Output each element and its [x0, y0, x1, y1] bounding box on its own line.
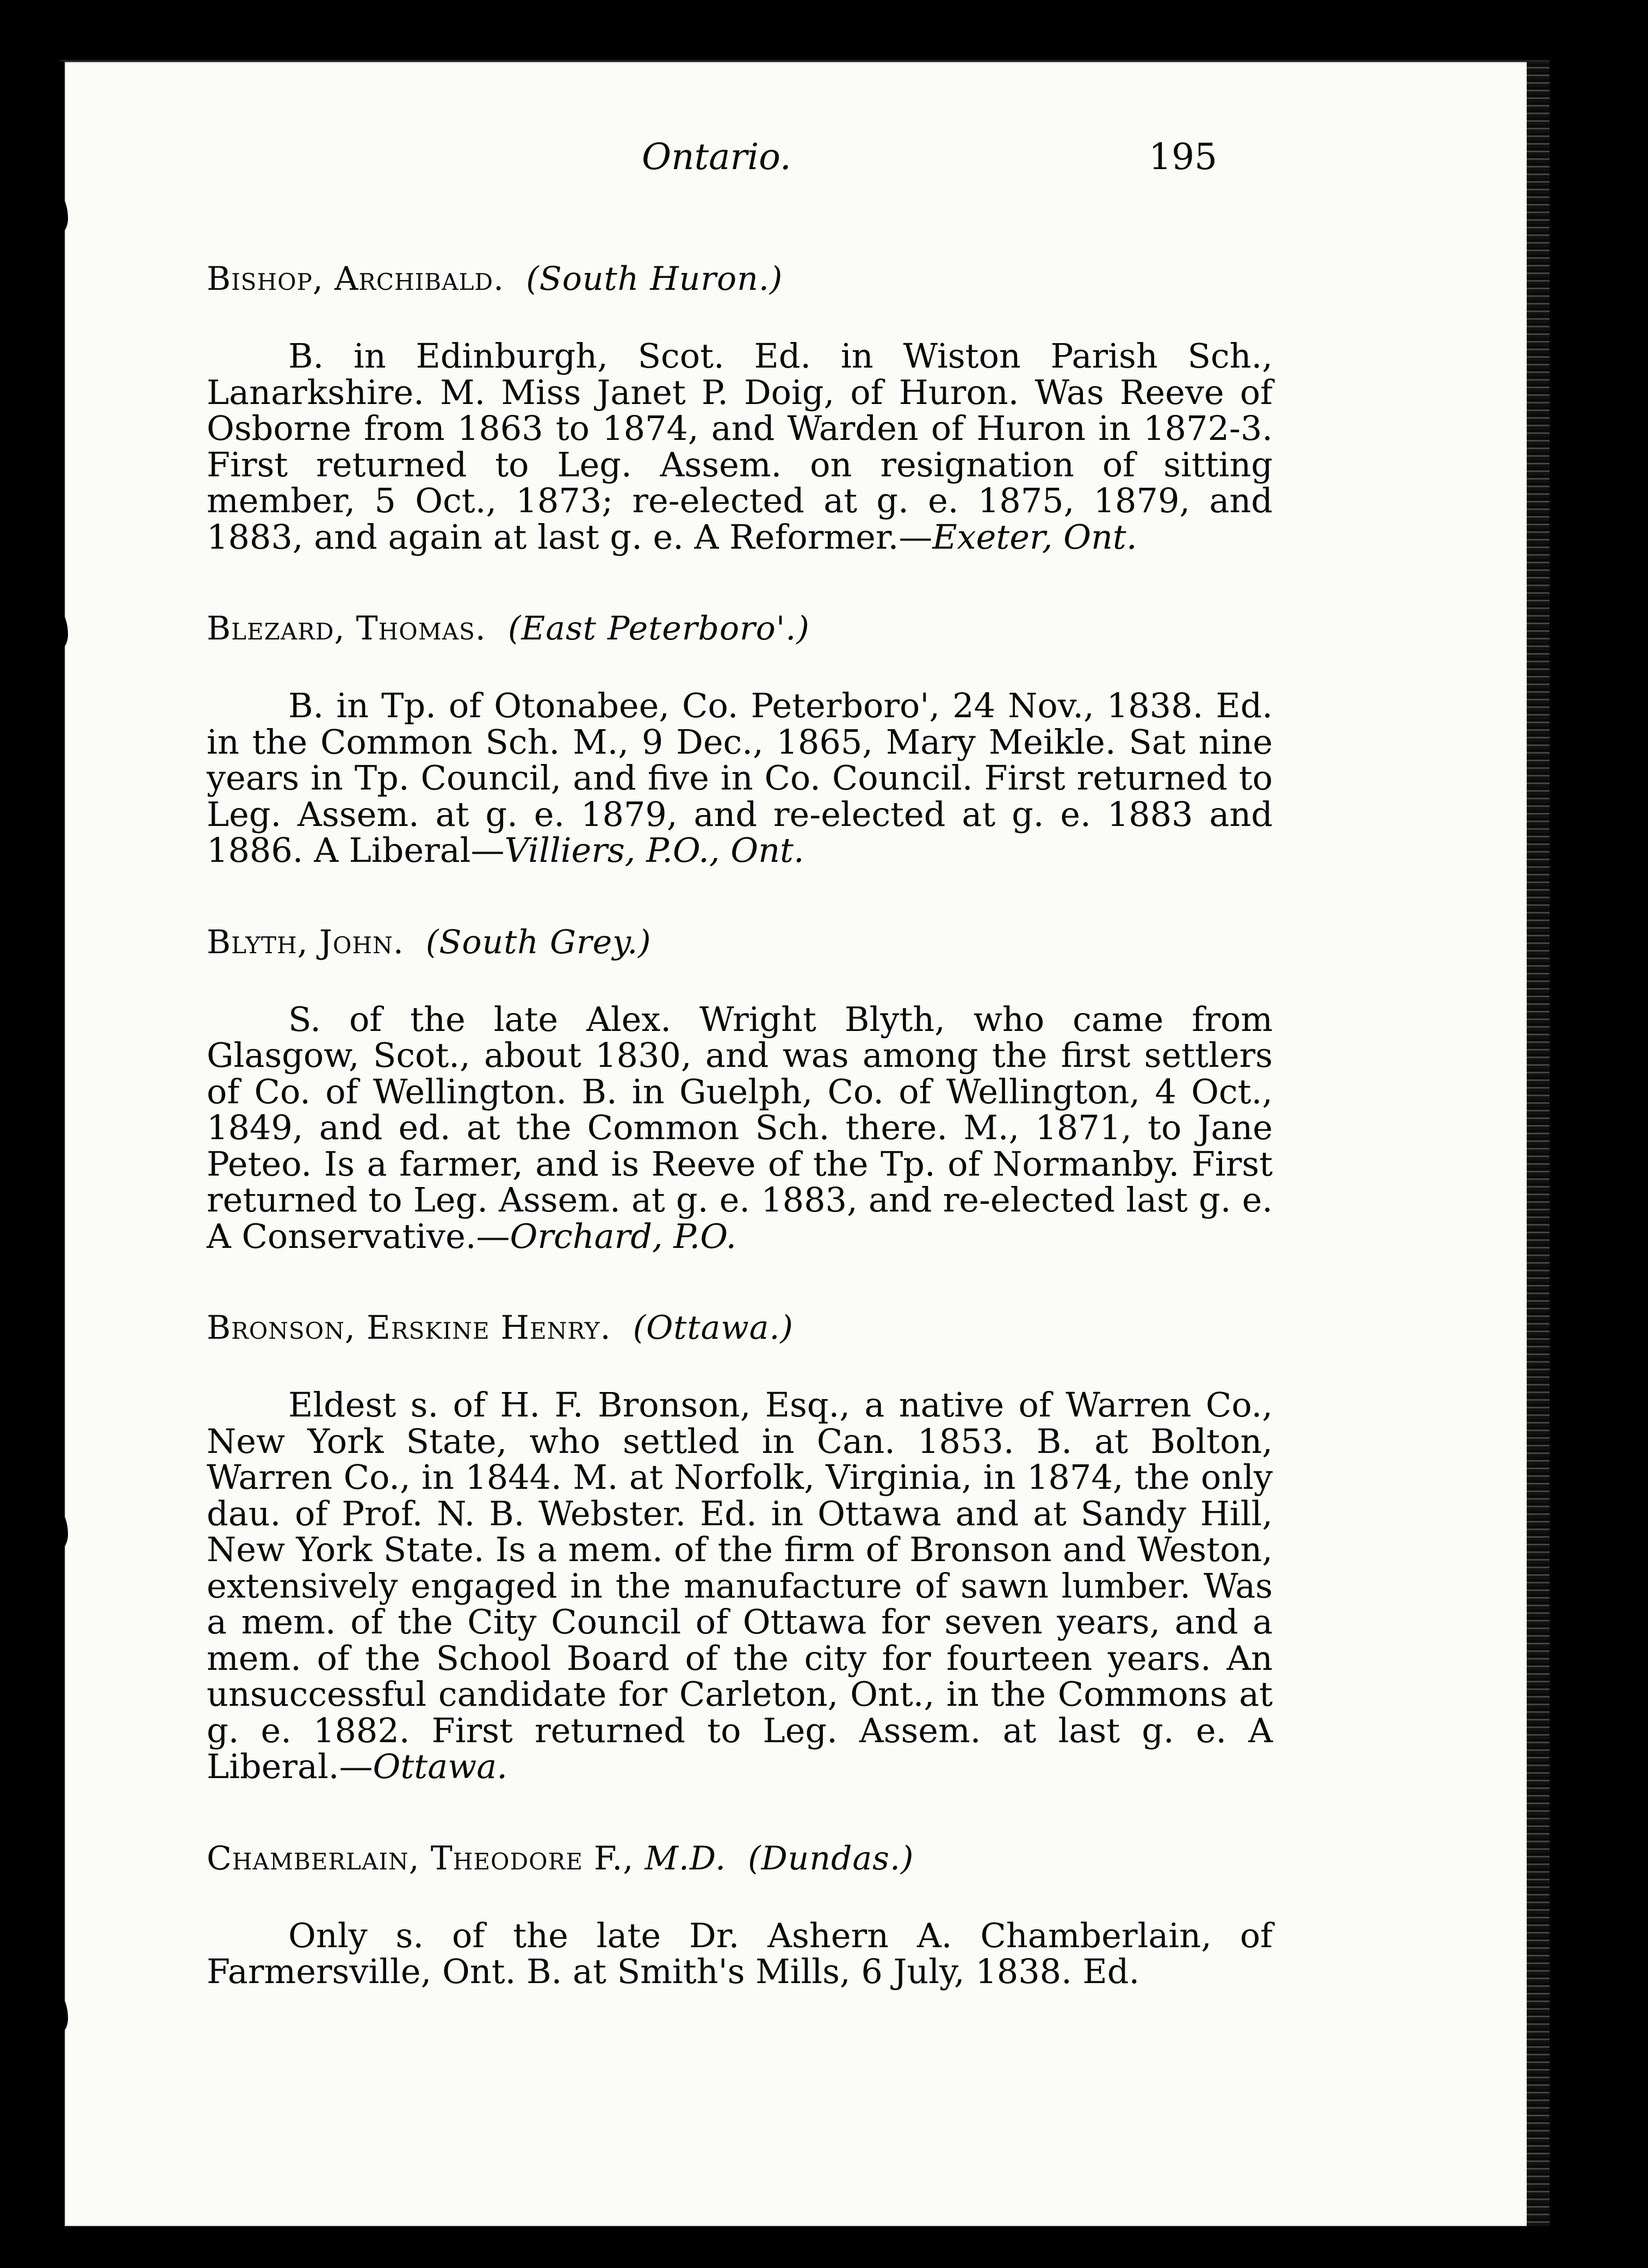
entry-text: Eldest s. of H. F. Bronson, Esq., a native of Warren Co., New York State, who settled in Can. 1853. B. at Bolton, Warren Co., in 1844. M. at Norfolk, Virginia, in 1874, the only dau. of Prof. N. B. Webster. Ed. in Ottawa and at Sandy Hill, New York State. Is a mem. of the firm of Bronson and Weston, extensively engaged in the manufacture of sawn lumber. Was a mem. of the City Council of Ottawa for seven years, and a mem. of the School Board of the city for fourteen years. An unsuccessful candidate for Carleton, Ont., in the Commons at g. e. 1882. First returned to Leg. Assem. at last g. e. A Liberal.—	[207, 1385, 1273, 1786]
page-number: 195	[1149, 136, 1217, 178]
entry-surname: Blezard	[207, 610, 334, 648]
entry-residence: Ottawa.	[373, 1747, 507, 1786]
entry-residence: Villiers, P.O., Ont.	[504, 830, 804, 870]
entry-heading: Chamberlain, Theodore F., M.D. (Dundas.)	[207, 1839, 914, 1878]
entry-body	[207, 999, 1273, 1256]
entry-text: B. in Tp. of Otonabee, Co. Peterboro', 24 Nov., 1838. Ed. in the Common Sch. M., 9 Dec., 1865, Mary Meikle. Sat nine years in Tp. Council, and five in Co. Council. First returned to Leg. Assem. at g. e. 1879, and re-elected at g. e. 1883 and 1886. A Liberal—	[207, 686, 1273, 870]
entry-text: B. in Edinburgh, Scot. Ed. in Wiston Parish Sch., Lanarkshire. M. Miss Janet P. Doig, of Huron. Was Reeve of Osborne from 1863 to 1874, and Warden of Huron in 1872-3. First returned to Leg. Assem. on resignation of sitting member, 5 Oct., 1873; re-elected at g. e. 1875, 1879, and 1883, and again at last g. e. A Reformer.—	[207, 336, 1273, 557]
entry-constituency: (Ottawa.)	[633, 1309, 794, 1347]
entry-constituency: (South Grey.)	[425, 923, 652, 961]
entry-bronson	[207, 1309, 1273, 1785]
entry-degree: M.D.	[645, 1839, 727, 1878]
binding-mark	[43, 192, 68, 236]
entry-chamberlain	[207, 1840, 1273, 1990]
entry-bishop	[207, 260, 1273, 555]
entry-given-name: John	[319, 923, 393, 961]
entry-given-name: Archibald	[334, 260, 494, 298]
page-content	[207, 260, 1273, 2045]
binding-mark	[43, 1508, 68, 1552]
entry-body	[207, 1387, 1273, 1785]
entry-blezard	[207, 610, 1273, 869]
entry-body	[207, 338, 1273, 555]
entry-text: Only s. of the late Dr. Ashern A. Chamberlain, of Farmersville, Ont. B. at Smith's Mills, 6 July, 1838. Ed.	[207, 1915, 1273, 1991]
entry-given-name: Theodore F.,	[430, 1839, 634, 1878]
binding-mark	[43, 1992, 68, 2036]
entry-body	[207, 688, 1273, 869]
entry-surname: Chamberlain	[207, 1839, 409, 1878]
entry-constituency: (East Peterboro'.)	[508, 610, 810, 648]
entry-given-name: Erskine Henry	[367, 1309, 600, 1347]
entry-heading: Blyth, John. (South Grey.)	[207, 923, 652, 961]
running-head: Ontario.	[642, 136, 791, 178]
entry-blyth	[207, 923, 1273, 1255]
binding-mark	[43, 608, 68, 652]
entry-heading: Bronson, Erskine Henry. (Ottawa.)	[207, 1309, 794, 1347]
entry-residence: Orchard, P.O.	[510, 1216, 737, 1256]
entry-heading: Bishop, Archibald. (South Huron.)	[207, 260, 783, 298]
entry-text: S. of the late Alex. Wright Blyth, who came from Glasgow, Scot., about 1830, and was among the first settlers of Co. of Wellington. B. in Guelph, Co. of Wellington, 4 Oct., 1849, and ed. at the Common Sch. there. M., 1871, to Jane Peteo. Is a farmer, and is Reeve of the Tp. of Normanby. First returned to Leg. Assem. at g. e. 1883, and re-elected last g. e. A Conservative.—	[207, 999, 1273, 1256]
entry-heading: Blezard, Thomas. (East Peterboro'.)	[207, 610, 810, 648]
entry-surname: Blyth	[207, 923, 298, 961]
entry-residence: Exeter, Ont.	[932, 517, 1137, 557]
page-header	[0, 136, 1648, 185]
entry-surname: Bronson	[207, 1309, 345, 1347]
entry-constituency: (South Huron.)	[526, 260, 783, 298]
entry-body	[207, 1915, 1273, 1991]
page-edge-shadow	[1527, 62, 1550, 2226]
entry-constituency: (Dundas.)	[748, 1839, 914, 1878]
entry-surname: Bishop	[207, 260, 313, 298]
entry-given-name: Thomas	[356, 610, 475, 648]
